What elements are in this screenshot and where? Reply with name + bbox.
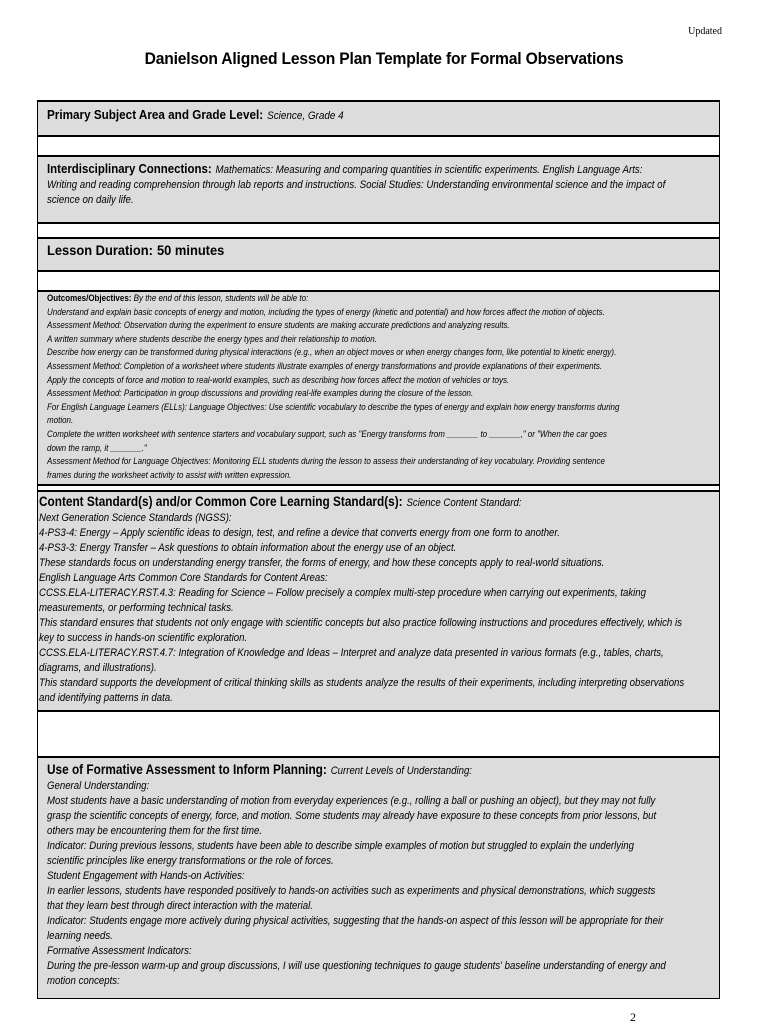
outcome-line: frames during the worksheet activity to assist with written expression.	[47, 469, 292, 480]
standards-line: This standard supports the development of critical thinking skills as students analyze the results of their experiments, including interpreting observations	[39, 677, 685, 689]
outcome-line: Describe how energy can be transformed during physical interactions (e.g., when an object moves or when energy changes form, like potential to kinetic energy).	[47, 347, 617, 358]
outcome-line: down the ramp, it _______."	[47, 442, 147, 453]
standards-line: and identifying patterns in data.	[39, 692, 173, 704]
formative-intro: Current Levels of Understanding:	[330, 765, 472, 777]
formative-line: Most students have a basic understanding of motion from everyday experiences (e.g., rolling a ball or pushing an object), but they may not fully	[47, 795, 656, 807]
formative-line: Student Engagement with Hands-on Activities:	[47, 870, 245, 882]
outcome-line: Assessment Method: Completion of a worksheet where students illustrate examples of energy transformations and provide explanations of their experiments.	[47, 360, 603, 371]
primary-subject-row	[38, 100, 719, 135]
formative-line: others may be encountering them for the first time.	[47, 825, 263, 837]
outcomes-row	[38, 290, 719, 484]
standards-label: Content Standard(s) and/or Common Core Learning Standard(s):	[39, 494, 403, 509]
standards-line: 4-PS3-4: Energy – Apply scientific ideas to design, test, and refine a device that converts energy from one form to another.	[39, 527, 560, 539]
formative-line: In earlier lessons, students have responded positively to hands-on activities such as experiments and physical demonstrations, which suggests	[47, 885, 656, 897]
standards-line: This standard ensures that students not only engage with scientific concepts but also practice following instructions and procedures effectively, which is	[39, 617, 682, 629]
formative-line: motion concepts:	[47, 975, 120, 987]
interdisciplinary-row	[38, 155, 719, 222]
lesson-duration-value: 50 minutes	[157, 242, 225, 258]
spacer-row	[38, 710, 719, 756]
outcome-line: Assessment Method: Observation during the experiment to ensure students are making accurate predictions and analyzing results.	[47, 320, 510, 331]
updated-label: Updated	[688, 26, 722, 37]
lesson-duration-label: Lesson Duration:	[47, 242, 153, 258]
interdisciplinary-line: Writing and reading comprehension through lab reports and instructions. Social Studies: Understanding environmental science and the impact of	[47, 179, 666, 191]
page-title: Danielson Aligned Lesson Plan Template for Formal Observations	[144, 49, 624, 68]
standards-intro: Science Content Standard:	[406, 497, 522, 509]
standards-line: CCSS.ELA-LITERACY.RST.4.3: Reading for Science – Follow precisely a complex multi-step procedure when carrying out experiments, taking	[39, 587, 647, 599]
outcome-line: Assessment Method for Language Objectives: Monitoring ELL students during the lesson to assess their understanding of key vocabulary. Providing sentence	[47, 456, 605, 467]
outcome-line: Understand and explain basic concepts of energy and motion, including the types of energy (kinetic and potential) and how forces affect the motion of objects.	[47, 306, 605, 317]
outcome-line: motion.	[47, 415, 74, 426]
formative-label: Use of Formative Assessment to Inform Planning:	[47, 762, 327, 777]
outcome-line: Complete the written worksheet with sentence starters and vocabulary support, such as "Energy transforms from _______ to _______," or "When the car goes	[47, 428, 608, 439]
spacer-row	[38, 135, 719, 155]
formative-line: Formative Assessment Indicators:	[47, 945, 192, 957]
standards-line: These standards focus on understanding energy transfer, the forms of energy, and how these concepts apply to real-world situations.	[39, 557, 605, 569]
primary-subject-label: Primary Subject Area and Grade Level:	[47, 107, 264, 122]
standards-line: Next Generation Science Standards (NGSS):	[39, 512, 232, 524]
formative-line: Indicator: During previous lessons, students have been able to describe simple examples of motion but struggled to explain the underlying	[47, 840, 634, 852]
outcomes-label: Outcomes/Objectives:	[47, 293, 132, 303]
primary-subject-value: Science, Grade 4	[267, 110, 344, 122]
outcomes-intro: By the end of this lesson, students will be able to:	[133, 293, 309, 303]
spacer-row	[38, 270, 719, 290]
outcome-line: Assessment Method: Participation in group discussions and providing real-life examples during the closure of the lesson.	[47, 388, 474, 399]
outcome-line: For English Language Learners (ELLs): Language Objectives: Use scientific vocabulary to describe the types of energy and explain how energy transforms during	[47, 401, 620, 412]
formative-line: During the pre-lesson warm-up and group discussions, I will use questioning techniques to gauge students' baseline understanding of energy and	[47, 960, 666, 972]
standards-line: measurements, or performing technical tasks.	[39, 602, 234, 614]
formative-line: Indicator: Students engage more actively during physical activities, suggesting that the hands-on aspect of this lesson will be appropriate for their	[47, 915, 664, 927]
standards-line: English Language Arts Common Core Standards for Content Areas:	[39, 572, 328, 584]
formative-line: that they learn best through direct interaction with the material.	[47, 900, 313, 912]
standards-line: diagrams, and illustrations).	[39, 662, 157, 674]
spacer-row	[38, 222, 719, 237]
formative-line: General Understanding:	[47, 780, 150, 792]
page-number: 2	[630, 1010, 636, 1024]
lesson-plan-table	[37, 100, 720, 999]
interdisciplinary-label: Interdisciplinary Connections:	[47, 161, 212, 176]
outcome-line: Apply the concepts of force and motion to real-world examples, such as describing how forces affect the motion of vehicles or toys.	[47, 374, 510, 385]
formative-line: grasp the scientific concepts of energy, force, and motion. Some students may already have exposure to these concepts from prior lessons, but	[47, 810, 657, 822]
standards-line: key to success in hands-on scientific exploration.	[39, 632, 248, 644]
outcome-line: A written summary where students describe the energy types and their relationship to motion.	[47, 333, 377, 344]
interdisciplinary-line: science on daily life.	[47, 194, 134, 206]
standards-row	[38, 490, 719, 710]
interdisciplinary-line: Mathematics: Measuring and comparing quantities in scientific experiments. English Language Arts:	[215, 164, 643, 176]
formative-line: learning needs.	[47, 930, 113, 942]
formative-assessment-row	[38, 756, 719, 999]
formative-line: scientific principles like energy transformations or the role of forces.	[47, 855, 334, 867]
standards-line: 4-PS3-3: Energy Transfer – Ask questions to obtain information about the energy use of an object.	[39, 542, 457, 554]
standards-line: CCSS.ELA-LITERACY.RST.4.7: Integration of Knowledge and Ideas – Interpret and analyze data presented in various formats (e.g., tables, charts,	[39, 647, 664, 659]
lesson-duration-row	[38, 237, 719, 270]
